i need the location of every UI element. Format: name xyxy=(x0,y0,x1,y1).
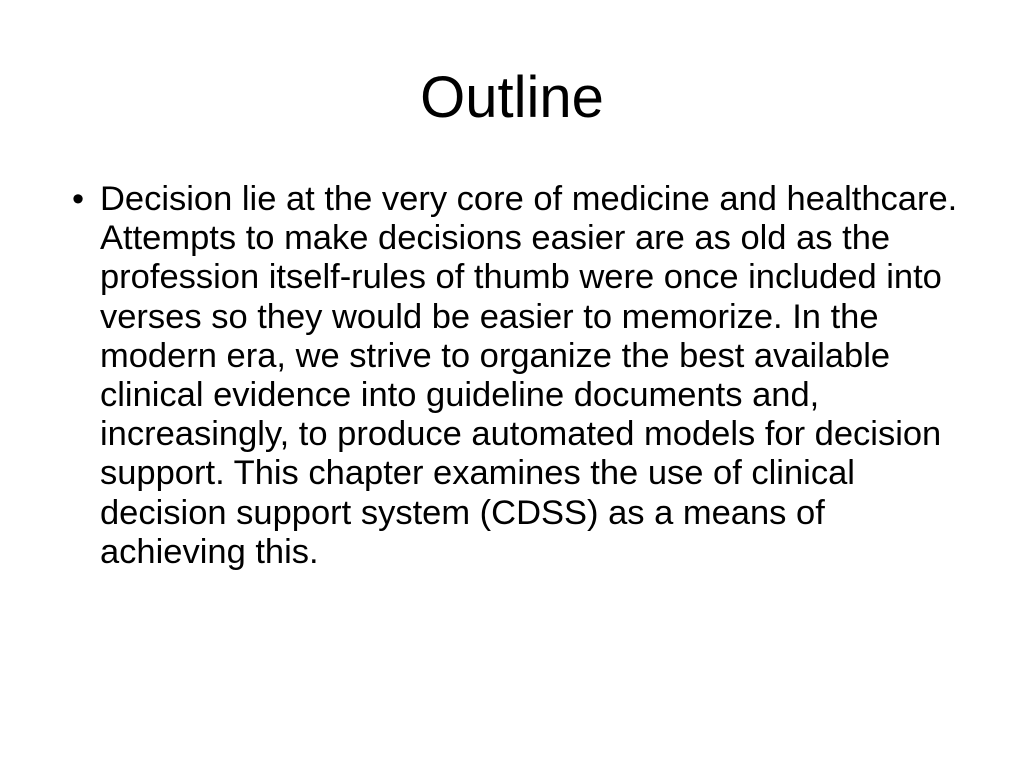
bullet-list xyxy=(72,180,972,572)
slide-title: Outline xyxy=(420,65,604,130)
bullet-item xyxy=(72,180,972,572)
bullet-text: Decision lie at the very core of medicine and healthcare. Attempts to make decisions easier are as old as the profession itself-rules of thumb were once included into verses so they would be easier to memorize. In the modern era, we strive to organize the best available clinical evidence into guideline documents and, increasingly, to produce automated models for decision support. This chapter examines the use of clinical decision support system (CDSS) as a means of achieving this. xyxy=(100,180,958,571)
bullet-marker: • xyxy=(72,180,85,218)
